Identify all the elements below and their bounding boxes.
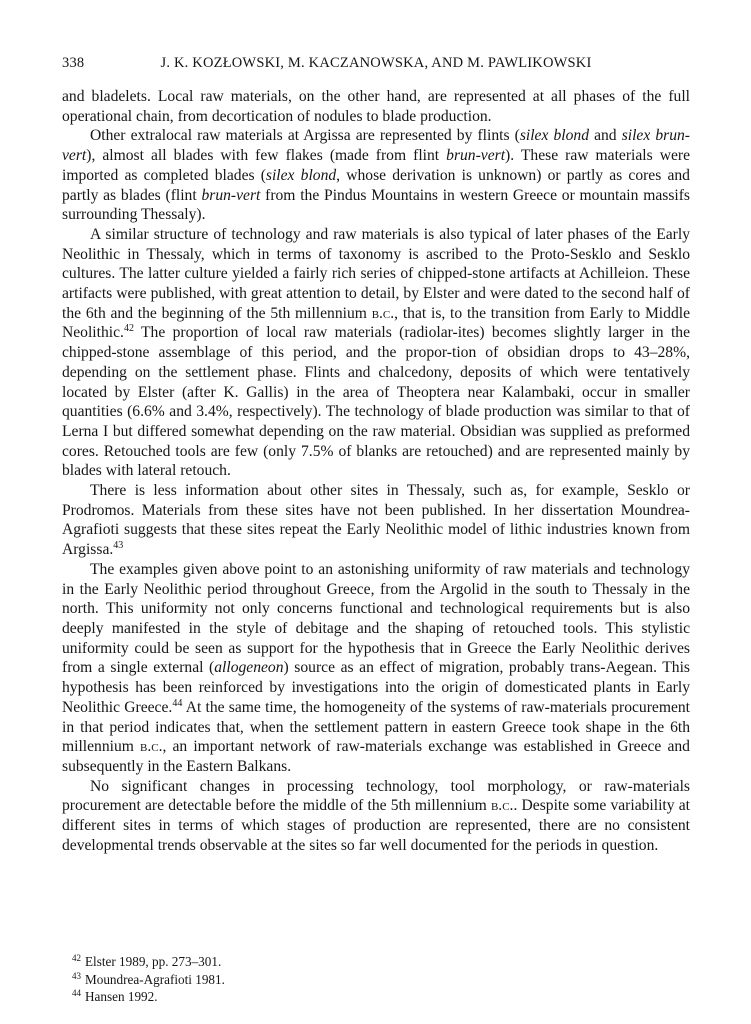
paragraph-2: Other extralocal raw materials at Argissa are represented by flints (silex blond and silex brun-vert), almost all blades with few flakes (made from flint brun-vert). These raw materials were imported as completed blades (silex blond, whose derivation is unknown) or partly as cores and partly as blades (flint brun-vert from the Pindus Mountains in western Greece or mountain massifs surrounding Thessaly).: [62, 127, 690, 224]
paragraph-1: and bladelets. Local raw materials, on the other hand, are represented at all phases of the full operational chain, from decortication of nodules to blade production.: [62, 88, 690, 125]
paragraph-3: A similar structure of technology and raw materials is also typical of later phases of the Early Neolithic in Thessaly, which in terms of taxonomy is ascribed to the Proto-Sesklo and Sesklo cultures. The latter culture yielded a fairly rich series of chipped-stone artifacts at Achilleion. These artifacts were published, with great attention to detail, by Elster and were dated to the second half of the 6th and the beginning of the 5th millennium b.c., that is, to the transition from Early to Middle Neolithic.$^{42}$ The proportion of local raw materials (radiolar-ites) becomes slightly larger in the chipped-stone assemblage of this period, and the propor-tion of obsidian drops to 43–28%, depending on the settlement phase. Flints and chalcedony, deposits of which were tentatively located by Elster (after K. Gallis) in the area of Theoptera near Kalambaki, occur in smaller quantities (6.6% and 3.4%, respectively). The technology of blade production was similar to that of Lerna I but differed somewhat depending on the raw material. Obsidian was supplied as preformed cores. Retouched tools are few (only 7.5% of blanks are retouched) and are represented mainly by blades with lateral retouch.: [62, 225, 690, 480]
paragraph-5: The examples given above point to an astonishing uniformity of raw materials and technology in the Early Neolithic period throughout Greece, from the Argolid in the south to Thessaly in the north. This uniformity not only concerns functional and technological requirements but is also deeply manifested in the style of debitage and the shaping of retouched tools. This stylistic uniformity could be seen as support for the hypothesis that in Greece the Early Neolithic derives from a single external (allogeneon) source as an effect of migration, probably trans-Aegean. This hypothesis has been reinforced by investigations into the origin of domesticated plants in Early Neolithic Greece.$^{44}$ At the same time, the homogeneity of the systems of raw-materials procurement in that period indicates that, when the settlement pattern in eastern Greece took shape in the 6th millennium b.c., an important network of raw-materials exchange was established in Greece and subsequently in the Eastern Balkans.: [62, 560, 691, 775]
paragraph-6: No significant changes in processing technology, tool morphology, or raw-materials procurement are detectable before the middle of the 5th millennium b.c.. Despite some variability at different sites in terms of which stages of production are represented, there are no consistent developmental trends observable at the sites so far well documented for the periods in question.: [62, 777, 690, 854]
footnote-ref-42[interactable]: 42: [123, 323, 134, 335]
footnote-ref-44[interactable]: 44: [172, 697, 183, 709]
page-number: 338: [62, 55, 85, 71]
body-text: [62, 87, 690, 855]
running-header: [62, 55, 690, 75]
footnote-43: $^{43}$ Moundrea-Agrafioti 1981.: [72, 970, 225, 987]
running-head-authors: J. K. KOZŁOWSKI, M. KACZANOWSKA, AND M. PAWLIKOWSKI: [160, 55, 592, 71]
paragraph-4: There is less information about other sites in Thessaly, such as, for example, Sesklo or Prodromos. Materials from these sites have not been published. In her dissertation Moundrea-Agrafioti suggests that these sites repeat the Early Neolithic model of lithic industries known from Argissa.$^{43}$: [62, 482, 690, 559]
footnote-42: $^{42}$ Elster 1989, pp. 273–301.: [72, 953, 222, 969]
footnote-44: $^{44}$ Hansen 1992.: [72, 988, 158, 1005]
footnote-ref-43[interactable]: 43: [113, 540, 124, 552]
footnotes: [72, 953, 672, 1006]
